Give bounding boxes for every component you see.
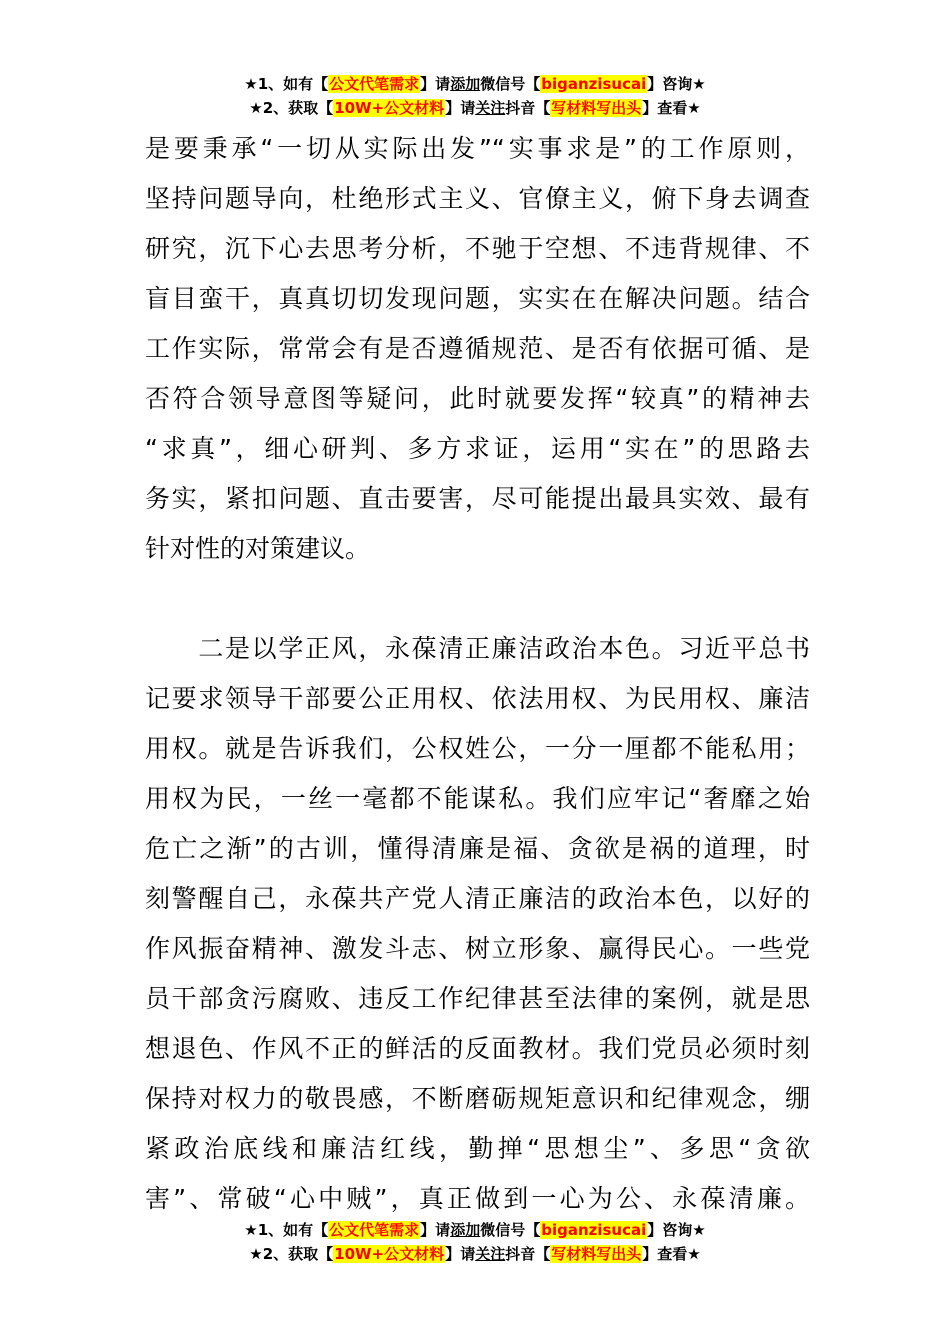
text-line: 是要秉承“一切从实际出发”“实事求是”的工作原则， [145, 134, 810, 163]
text-line: 保持对权力的敬畏感，不断磨砺规矩意识和纪律观念，绷 [145, 1084, 810, 1113]
text-line: 员干部贪污腐败、违反工作纪律甚至法律的案例，就是思 [145, 984, 810, 1013]
banner-underlined-text: 关注 [475, 1245, 506, 1263]
banner-highlight: 写材料写出头 [551, 1245, 642, 1263]
text-line: 想退色、作风不正的鲜活的反面教材。我们党员必须时刻 [145, 1034, 810, 1063]
text-line: 研究，沉下心去思考分析，不驰于空想、不违背规律、不 [145, 234, 810, 263]
text-line: 用权为民，一丝一毫都不能谋私。我们应牢记“奢靡之始 [145, 784, 810, 813]
text-line: 务实，紧扣问题、直击要害，尽可能提出最具实效、最有 [145, 484, 810, 513]
text-line: 刻警醒自己，永葆共产党人清正廉洁的政治本色，以好的 [145, 884, 810, 913]
paragraph-gap [145, 574, 810, 624]
header-banner [0, 72, 950, 120]
banner-highlight: 公文代笔需求 [329, 1221, 420, 1239]
text-line: 工作实际，常常会有是否遵循规范、是否有依据可循、是 [145, 334, 810, 363]
text-line: “求真”，细心研判、多方求证，运用“实在”的思路去 [145, 434, 810, 463]
text-line: 否符合领导意图等疑问，此时就要发挥“较真”的精神去 [145, 384, 810, 413]
text-line: 坚持问题导向，杜绝形式主义、官僚主义，俯下身去调查 [145, 184, 810, 213]
banner-text: 】请 [420, 75, 451, 93]
banner-highlight: 公文代笔需求 [329, 75, 420, 93]
banner-line-1 [0, 72, 950, 96]
banner-text: 】请 [445, 1245, 476, 1263]
banner-highlight: biganzisucai [541, 1221, 647, 1239]
banner-highlight: 10W+公文材料 [334, 99, 445, 117]
banner-text: 】查看★ [642, 1245, 701, 1263]
banner-underlined-text: 关注 [475, 99, 506, 117]
banner-text: 】咨询★ [647, 1221, 706, 1239]
banner-line-2 [0, 1242, 950, 1266]
text-line: 二是以学正风，永葆清正廉洁政治本色。习近平总书 [145, 634, 810, 663]
banner-text: ★2、获取【 [249, 99, 334, 117]
banner-highlight: 写材料写出头 [551, 99, 642, 117]
banner-highlight: biganzisucai [541, 75, 647, 93]
banner-text: 微信号【 [480, 75, 541, 93]
banner-underlined-text: 添加 [450, 75, 481, 93]
document-body [145, 124, 810, 1224]
banner-text: 抖音【 [505, 99, 551, 117]
banner-text: ★1、如有【 [244, 1221, 329, 1239]
banner-line-1 [0, 1218, 950, 1242]
paragraph-2 [145, 624, 810, 1224]
banner-underlined-text: 添加 [450, 1221, 481, 1239]
text-line: 针对性的对策建议。 [145, 534, 371, 563]
text-line: 作风振奋精神、激发斗志、树立形象、赢得民心。一些党 [145, 934, 810, 963]
text-line: 用权。就是告诉我们，公权姓公，一分一厘都不能私用； [145, 734, 810, 763]
text-line: 危亡之渐”的古训，懂得清廉是福、贪欲是祸的道理，时 [145, 834, 810, 863]
text-line: 盲目蛮干，真真切切发现问题，实实在在解决问题。结合 [145, 284, 810, 313]
banner-highlight: 10W+公文材料 [334, 1245, 445, 1263]
footer-banner [0, 1218, 950, 1266]
banner-text: ★1、如有【 [244, 75, 329, 93]
banner-text: 】咨询★ [647, 75, 706, 93]
banner-text: 微信号【 [480, 1221, 541, 1239]
paragraph-1 [145, 124, 810, 574]
text-line: 害”、常破“心中贼”，真正做到一心为公、永葆清廉。 [145, 1184, 810, 1213]
text-line: 紧政治底线和廉洁红线，勤掸“思想尘”、多思“贪欲 [145, 1134, 810, 1163]
banner-text: 】查看★ [642, 99, 701, 117]
banner-text: 】请 [445, 99, 476, 117]
banner-text: ★2、获取【 [249, 1245, 334, 1263]
text-line: 记要求领导干部要公正用权、依法用权、为民用权、廉洁 [145, 684, 810, 713]
banner-text: 】请 [420, 1221, 451, 1239]
banner-text: 抖音【 [505, 1245, 551, 1263]
banner-line-2 [0, 96, 950, 120]
